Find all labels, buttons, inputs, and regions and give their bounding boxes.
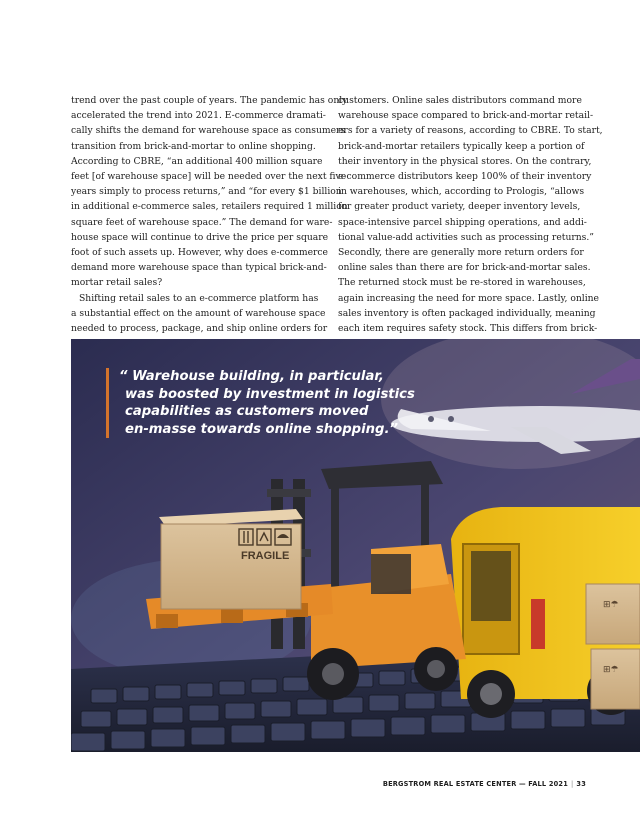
text-line: again increasing the need for more space. Lastly, online xyxy=(338,292,599,304)
text-line: in additional e-commerce sales, retailers required 1 million xyxy=(71,201,348,213)
page-number: 33 xyxy=(576,780,586,788)
text-line: for greater product variety, deeper inventory levels, xyxy=(338,201,581,213)
text-line: house space will continue to drive the price per square xyxy=(71,231,329,243)
pull-quote-line: was boosted by investment in logistics xyxy=(125,386,415,402)
text-line: tional value-add activities such as processing returns.” xyxy=(338,231,595,243)
paragraph xyxy=(71,93,348,291)
text-line: brick-and-mortar retailers typically keep a portion of xyxy=(338,140,585,152)
fragile-label: FRAGILE xyxy=(241,550,290,562)
text-line: years simply to process returns,” and “for every $1 billion xyxy=(71,186,342,198)
text-line: foot of such assets up. However, why does e-commerce xyxy=(71,247,328,259)
text-line: space-intensive parcel shipping operations, and addi- xyxy=(338,216,587,228)
text-line: mortar retail sales? xyxy=(71,277,163,289)
text-line: needed to process, package, and ship online orders for xyxy=(71,323,328,335)
text-line: each item requires safety stock. This differs from brick- xyxy=(338,323,598,335)
publication-name: BERGSTROM REAL ESTATE CENTER — FALL 2021 xyxy=(382,780,568,788)
text-line: Shifting retail sales to an e-commerce platform has xyxy=(79,292,319,304)
text-line: sales inventory is often packaged individually, meaning xyxy=(338,307,596,319)
text-line: warehouse space compared to brick-and-mortar retail- xyxy=(338,110,594,122)
text-line: feet [of warehouse space] will be needed over the next five xyxy=(71,171,347,183)
pull-quote xyxy=(106,368,415,438)
text-line: trend over the past couple of years. The pandemic has only xyxy=(71,95,348,106)
text-line: e-commerce distributors keep 100% of their inventory xyxy=(338,171,592,183)
pull-quote-line: en-masse towards online shopping.” xyxy=(125,421,398,437)
page-footer xyxy=(383,780,586,788)
text-line: accelerated the trend into 2021. E-commerce dramati- xyxy=(71,110,326,122)
article-column-left xyxy=(71,93,348,336)
fragile-box-image xyxy=(159,509,303,609)
text-line: a substantial effect on the amount of warehouse space xyxy=(71,307,326,319)
text-line: The returned stock must be re-stored in warehouses, xyxy=(338,277,586,289)
text-line: cally shifts the demand for warehouse space as consumers xyxy=(71,125,346,137)
footer-separator: | xyxy=(571,780,574,788)
pull-quote-line: “ Warehouse building, in particular, xyxy=(119,369,384,384)
text-line: square feet of warehouse space.” The demand for ware- xyxy=(71,216,333,228)
text-line: According to CBRE, “an additional 400 million square xyxy=(71,155,323,167)
pull-quote-line: capabilities as customers moved xyxy=(125,404,369,419)
text-line: demand more warehouse space than typical brick-and- xyxy=(71,262,327,274)
article-column-right xyxy=(338,93,602,336)
text-line: their inventory in the physical stores. On the contrary, xyxy=(338,155,592,167)
svg-text:⊞☂: ⊞☂ xyxy=(603,665,619,675)
text-line: customers. Online sales distributors command more xyxy=(338,95,582,106)
paragraph xyxy=(71,291,333,337)
text-line: in warehouses, which, according to Prologis, “allows xyxy=(338,186,585,198)
text-line: ers for a variety of reasons, according to CBRE. To start, xyxy=(338,125,603,137)
text-line: transition from brick-and-mortar to online shopping. xyxy=(71,140,316,152)
text-line: online sales than there are for brick-and-mortar sales. xyxy=(338,262,591,274)
paragraph xyxy=(338,93,602,336)
svg-text:⊞☂: ⊞☂ xyxy=(603,600,619,610)
text-line: Secondly, there are generally more return orders for xyxy=(338,247,584,259)
